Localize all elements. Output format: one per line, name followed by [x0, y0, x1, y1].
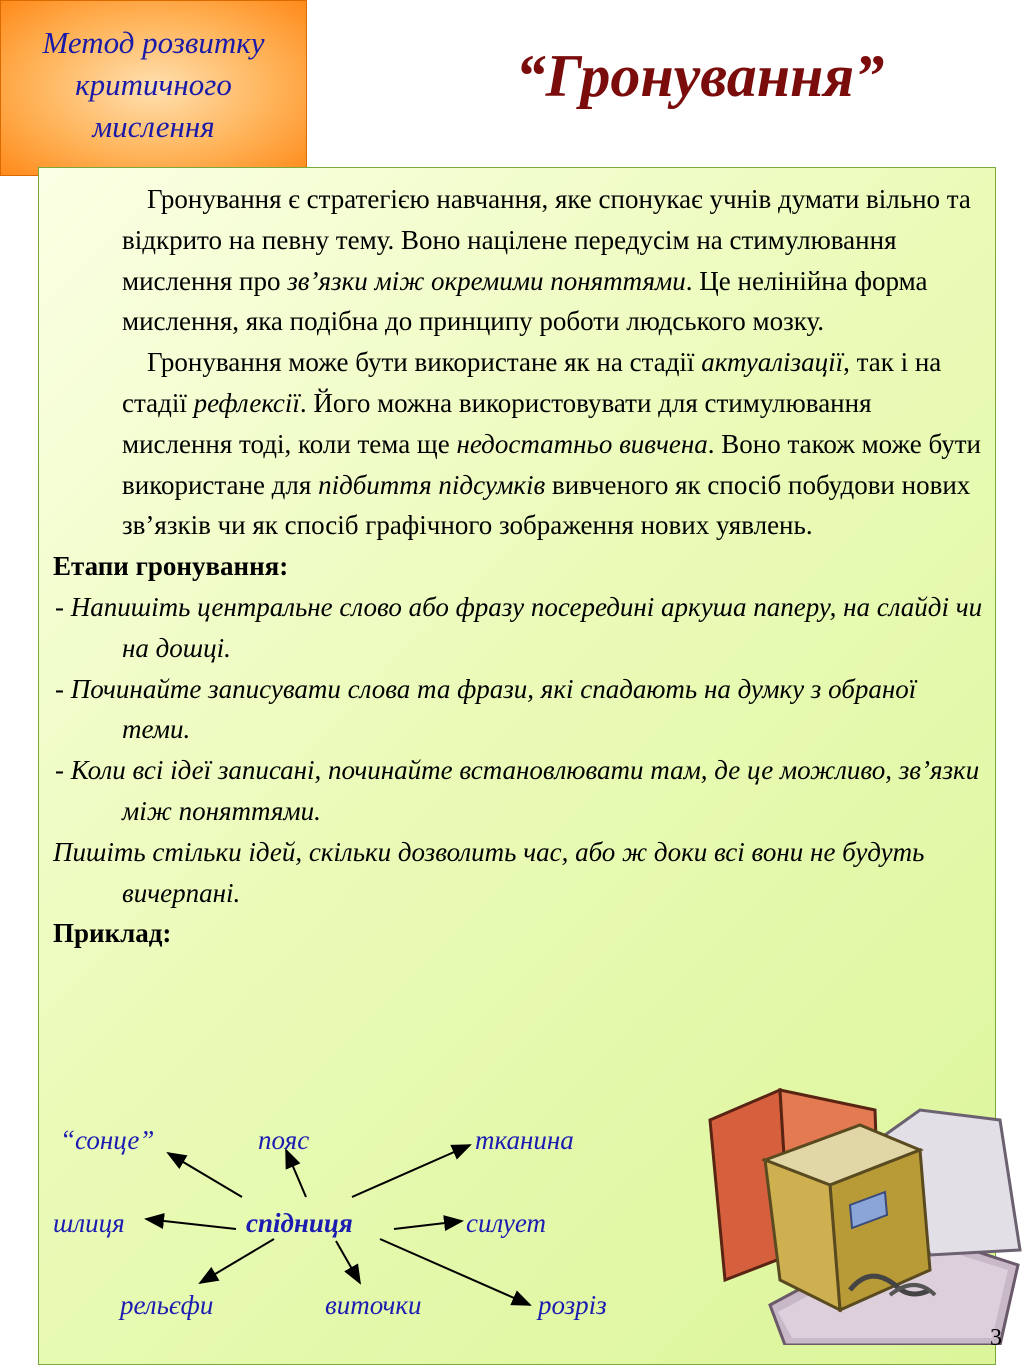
arrow-to-fabric — [352, 1145, 470, 1197]
closing-note: Пишіть стільки ідей, скільки дозволить час, або ж доки всі вони не будуть вичерпані. — [53, 836, 925, 908]
cluster-word-fabric: тканина — [475, 1125, 574, 1155]
method-label-line2: критичного — [75, 67, 232, 102]
cluster-diagram — [40, 1115, 680, 1330]
method-label-line3: мислення — [92, 109, 215, 144]
arrow-to-sun — [168, 1153, 242, 1197]
arrow-to-silhouette — [394, 1221, 462, 1229]
emphasis-links: зв’язки між окремими поняттями — [287, 265, 686, 296]
stages-heading: Етапи гронування: — [53, 551, 289, 582]
intro-paragraph-1: Гронування є стратегією навчання, яке спонукає учнів думати вільно та відкрито на певну тему. Воно націлене передусім на стимулювання мислення про зв’язки між окремими поняттями. Це нелінійна форма мислення, яка подібна до принципу роботи людського мозку. — [122, 184, 971, 337]
cluster-word-darts: виточки — [325, 1290, 422, 1320]
step-item: - Починайте записувати слова та фрази, які спадають на думку з обраної теми. — [55, 673, 917, 745]
cluster-center-word: спідниця — [246, 1208, 353, 1238]
cluster-word-belt: пояс — [258, 1125, 310, 1155]
cluster-word-sun: “сонце” — [60, 1125, 155, 1155]
cluster-word-slit: шлиця — [53, 1208, 125, 1238]
page-number: 3 — [990, 1325, 1002, 1351]
method-label-line1: Метод розвитку — [42, 25, 265, 60]
step-item: - Напишіть центральне слово або фразу посередині аркуша паперу, на слайді чи на дошці. — [55, 591, 983, 663]
arrow-to-slit — [146, 1219, 236, 1229]
arrow-to-reliefs — [200, 1239, 274, 1283]
step-item: - Коли всі ідеї записані, починайте встановлювати там, де це можливо, зв’язки між поняттями. — [55, 755, 980, 826]
example-heading: Приклад: — [53, 918, 172, 949]
content-text — [53, 179, 983, 954]
cluster-word-silhouette: силует — [466, 1208, 547, 1238]
method-label — [43, 22, 265, 148]
cluster-word-cut: розріз — [538, 1290, 607, 1320]
method-label-box — [0, 0, 307, 176]
arrow-to-darts — [336, 1241, 360, 1283]
books-clipart-icon — [700, 1080, 1024, 1345]
slide-title: “Гронування” — [515, 43, 885, 109]
arrow-to-belt — [286, 1150, 306, 1197]
intro-paragraph-2: Гронування може бути використане як на стадії актуалізації, так і на стадії рефлексії. Його можна використовувати для стимулювання мислення тоді, коли тема ще недостатньо вивчена. Воно також може бути використане для підбиття підсумків вивченого як спосіб побудови нових зв’язків чи як спосіб графічного зображення нових уявлень. — [122, 347, 981, 541]
cluster-word-reliefs: рельєфи — [120, 1290, 214, 1320]
